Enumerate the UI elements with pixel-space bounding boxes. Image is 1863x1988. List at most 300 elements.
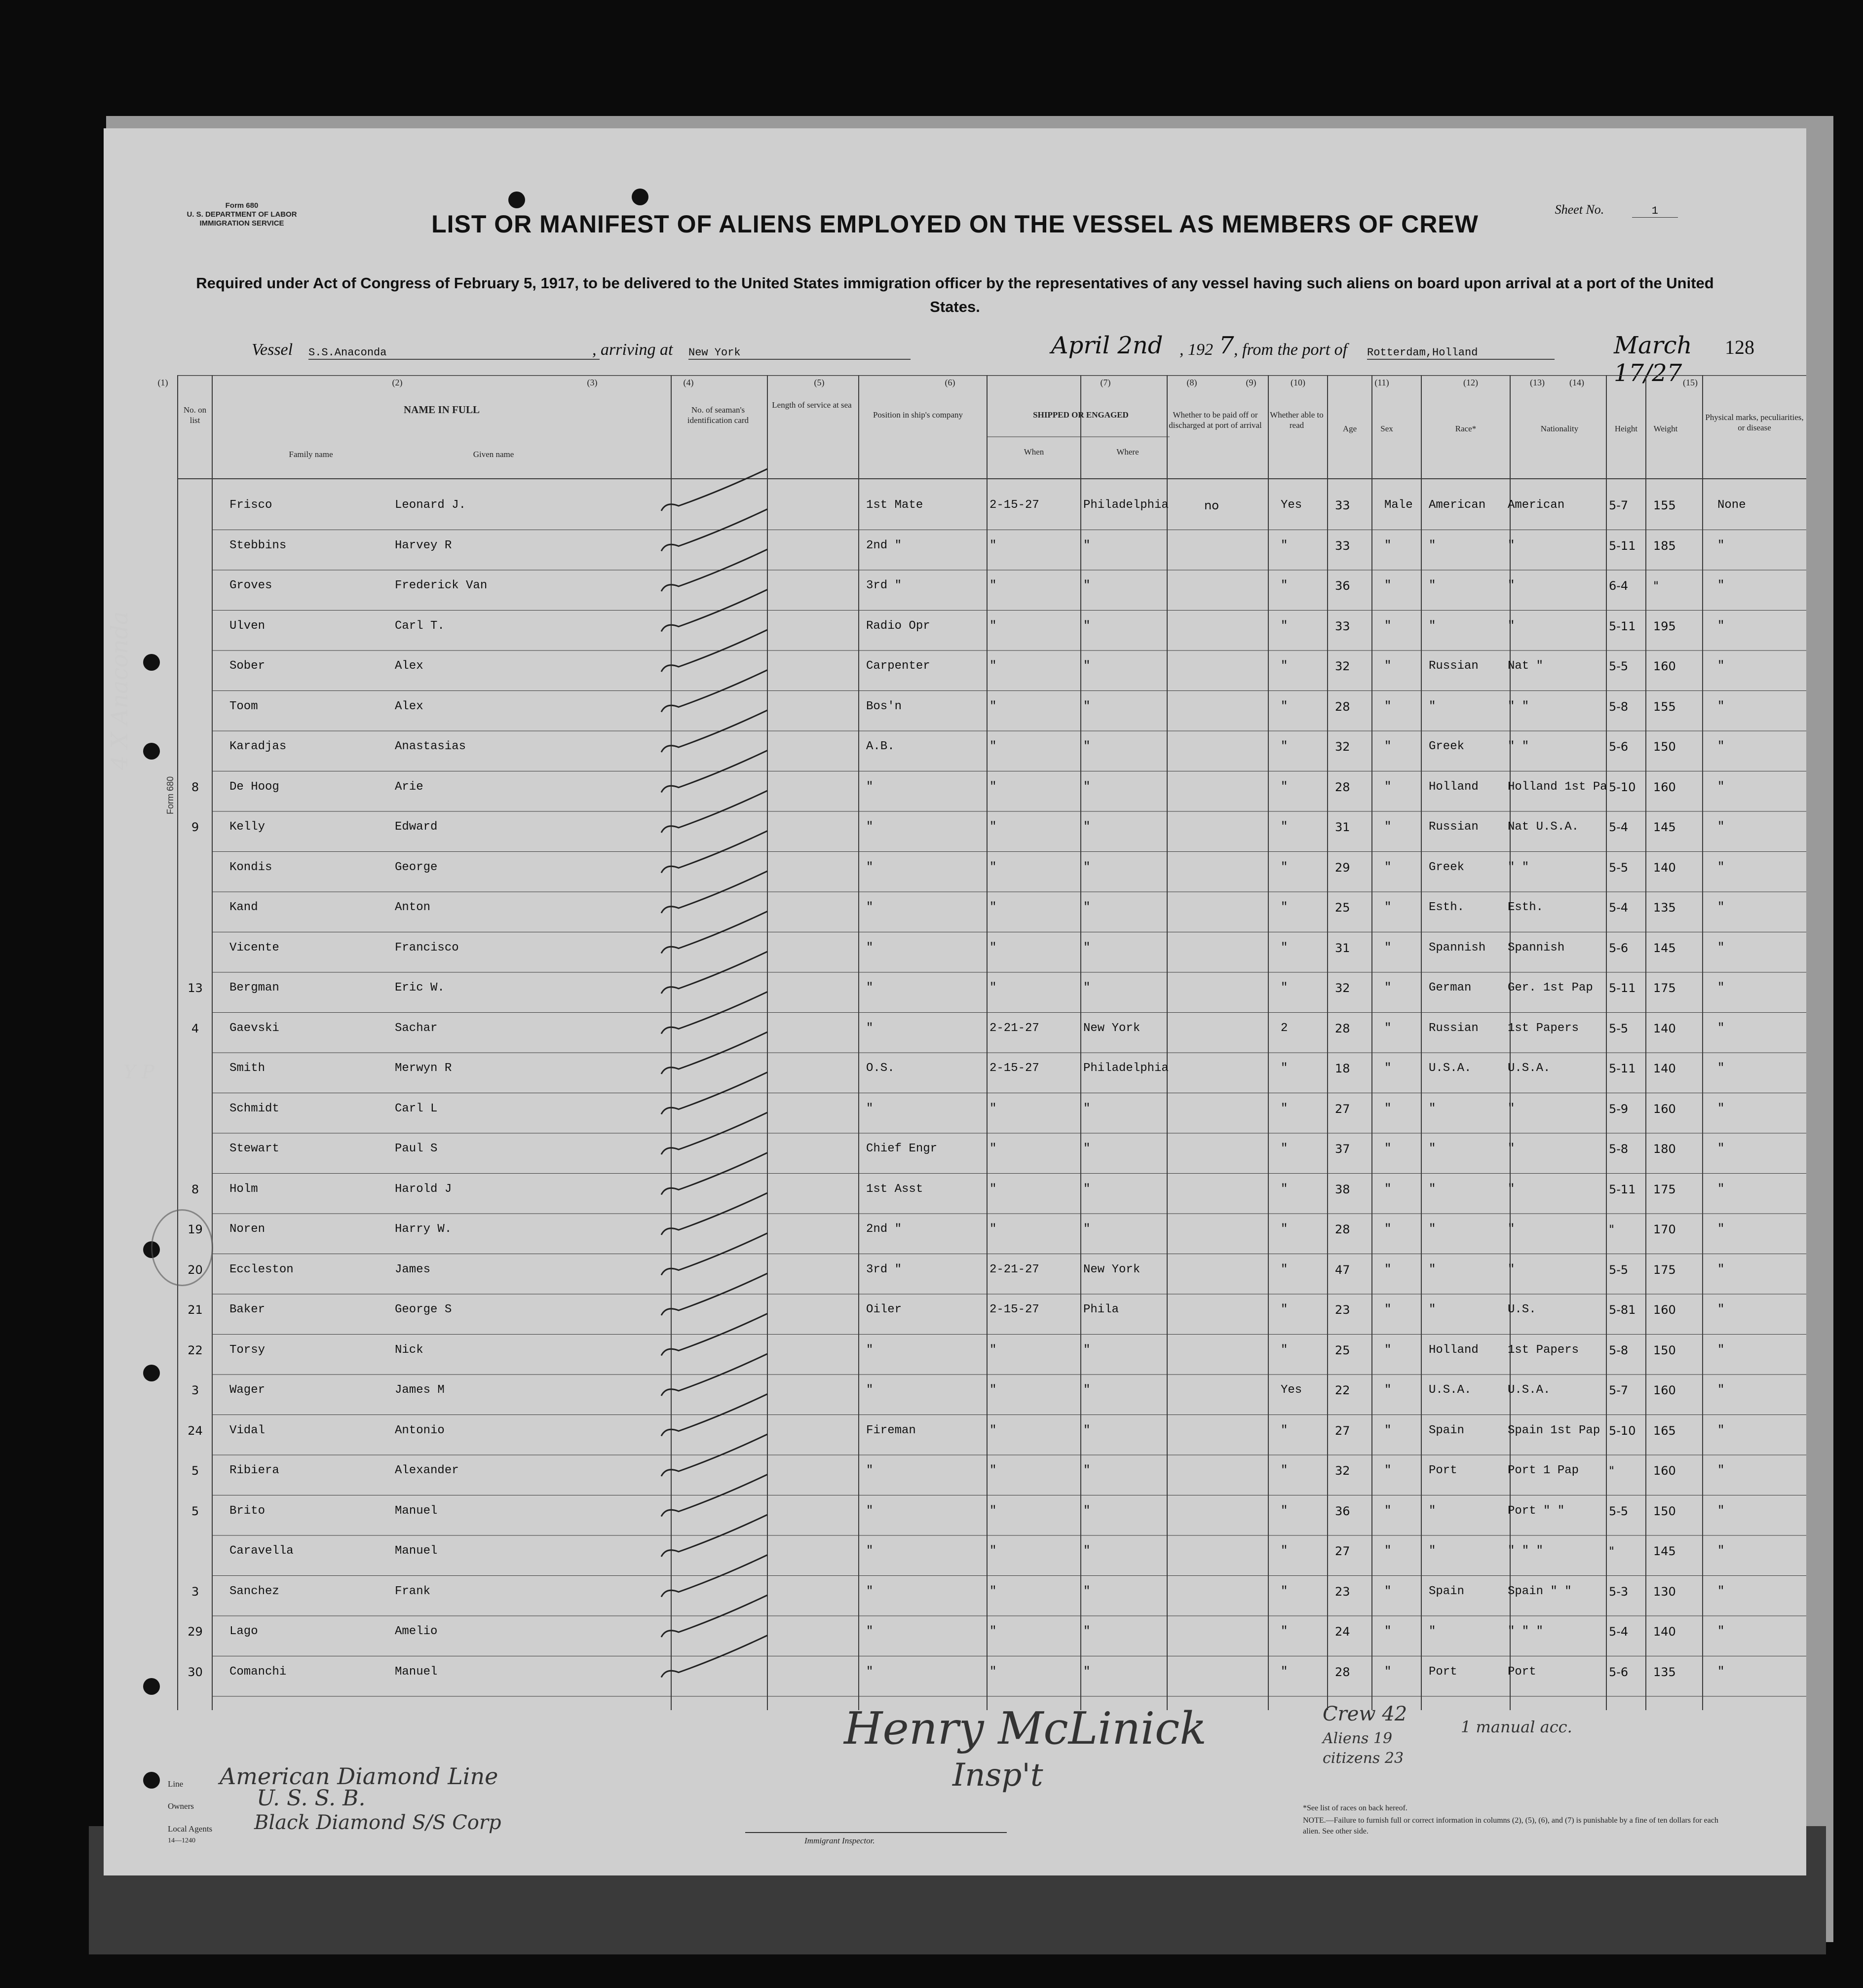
cell-sex: " <box>1384 780 1392 794</box>
cell-nat: " <box>1508 619 1515 633</box>
cell-no: 3 <box>191 1383 199 1397</box>
cell-marks: " <box>1717 579 1725 592</box>
cell-nat: " <box>1508 1102 1515 1115</box>
cell-weight: 150 <box>1653 1343 1676 1357</box>
cell-where: " <box>1083 1665 1091 1679</box>
header-when: When <box>1024 447 1044 457</box>
cell-height: 5-5 <box>1609 1262 1629 1277</box>
cell-given: Alexander <box>395 1464 459 1477</box>
cell-age: 36 <box>1335 579 1350 593</box>
header-sex: Sex <box>1380 424 1393 433</box>
header-position: Position in ship's company <box>873 410 963 420</box>
cell-where: " <box>1083 820 1091 834</box>
cell-where: " <box>1083 1423 1091 1437</box>
cell-race: " <box>1429 579 1436 592</box>
col-num-3: (3) <box>587 378 598 387</box>
header-read: Whether able to read <box>1270 410 1324 430</box>
cell-given: Anton <box>395 901 431 914</box>
header-shipped: SHIPPED OR ENGAGED <box>1033 410 1129 420</box>
col-num-9: (9) <box>1246 378 1256 387</box>
cell-family: Sanchez <box>229 1584 279 1598</box>
cell-family: Kelly <box>229 820 266 834</box>
cell-sex: " <box>1384 1262 1392 1276</box>
cell-height: 5-4 <box>1609 820 1629 834</box>
cell-marks: " <box>1717 1464 1725 1477</box>
cell-where: " <box>1083 1625 1091 1638</box>
cell-marks: " <box>1717 1343 1725 1357</box>
cell-weight: 155 <box>1653 498 1676 512</box>
page-title: LIST OR MANIFEST OF ALIENS EMPLOYED ON THE VESSEL AS MEMBERS OF CREW <box>431 210 1479 238</box>
header-marks: Physical marks, peculiarities, or disease <box>1705 413 1804 432</box>
cell-when: " <box>989 659 997 673</box>
cell-pos: " <box>866 1343 874 1357</box>
cell-pos: " <box>866 820 874 834</box>
aliens-count-note: Aliens 19 <box>1323 1730 1393 1747</box>
cell-sex: " <box>1384 1062 1392 1075</box>
cell-family: Smith <box>229 1062 266 1075</box>
year-prefix: , 192 <box>1179 341 1213 359</box>
cell-weight: 155 <box>1653 699 1676 714</box>
cell-when: " <box>989 1625 997 1638</box>
cell-pos: Carpenter <box>866 659 930 673</box>
cell-nat: American <box>1508 498 1565 512</box>
cell-age: 32 <box>1335 659 1350 673</box>
cell-marks: " <box>1717 981 1725 994</box>
cell-marks: " <box>1717 901 1725 914</box>
cell-given: Carl L <box>395 1102 438 1115</box>
cell-nat: Holland 1st Pa <box>1508 780 1607 794</box>
cell-weight: 160 <box>1653 1383 1676 1397</box>
cell-family: Karadjas <box>229 740 287 753</box>
cell-where: " <box>1083 619 1091 633</box>
cell-age: 33 <box>1335 619 1350 633</box>
cell-weight: 165 <box>1653 1423 1676 1438</box>
cell-nat: Port 1 Pap <box>1508 1464 1579 1477</box>
cell-no: 24 <box>188 1423 203 1438</box>
cell-sex: " <box>1384 1423 1392 1437</box>
cell-pos: " <box>866 1021 874 1035</box>
cell-where: " <box>1083 1383 1091 1397</box>
cell-sex: " <box>1384 1544 1392 1558</box>
cell-given: Alex <box>395 699 423 713</box>
cell-family: Toom <box>229 699 258 713</box>
cell-sex: " <box>1384 1223 1392 1236</box>
form-number: Form 680 <box>225 201 259 210</box>
cell-read: " <box>1281 1142 1288 1155</box>
cell-where: " <box>1083 1504 1091 1518</box>
cell-pos: Bos'n <box>866 699 902 713</box>
cell-pos: 2nd " <box>866 538 902 552</box>
cell-age: 47 <box>1335 1262 1350 1277</box>
cell-where: Phila <box>1083 1303 1119 1316</box>
cell-age: 28 <box>1335 780 1350 794</box>
cell-where: " <box>1083 579 1091 592</box>
cell-sex: " <box>1384 740 1392 753</box>
cell-when: " <box>989 1423 997 1437</box>
cell-when: " <box>989 1142 997 1155</box>
cell-marks: " <box>1717 1665 1725 1679</box>
departure-port: Rotterdam,Holland <box>1367 346 1555 360</box>
cell-where: " <box>1083 740 1091 753</box>
cell-pos: " <box>866 1625 874 1638</box>
circular-stamp <box>151 1209 213 1286</box>
cell-when: " <box>989 1464 997 1477</box>
cell-marks: " <box>1717 619 1725 633</box>
cell-marks: " <box>1717 1504 1725 1518</box>
cell-read: " <box>1281 860 1288 874</box>
cell-sex: " <box>1384 1625 1392 1638</box>
header-paid-off: Whether to be paid off or discharged at port of arrival <box>1169 410 1262 430</box>
cell-nat: " <box>1508 1262 1515 1276</box>
cell-weight: 160 <box>1653 1464 1676 1478</box>
arrival-date: April 2nd <box>1051 332 1163 359</box>
header-nationality: Nationality <box>1540 424 1579 433</box>
cell-nat: Spain " " <box>1508 1584 1572 1598</box>
cell-read: " <box>1281 1665 1288 1679</box>
cell-sex: " <box>1384 1464 1392 1477</box>
cell-pos: Fireman <box>866 1423 916 1437</box>
cell-given: Manuel <box>395 1504 438 1518</box>
cell-when: 2-21-27 <box>989 1262 1039 1276</box>
cell-given: Alex <box>395 659 423 673</box>
cell-weight: 145 <box>1653 941 1676 955</box>
cell-pos: " <box>866 1665 874 1679</box>
cell-where: " <box>1083 1102 1091 1115</box>
cell-nat: Spannish <box>1508 941 1565 955</box>
cell-age: 33 <box>1335 498 1350 512</box>
cell-given: Arie <box>395 780 423 794</box>
cell-where: " <box>1083 1142 1091 1155</box>
cell-read: " <box>1281 981 1288 994</box>
cell-height: 5-6 <box>1609 941 1629 955</box>
cell-read: " <box>1281 538 1288 552</box>
cell-no: 13 <box>188 981 203 995</box>
cell-read: " <box>1281 1062 1288 1075</box>
cell-when: " <box>989 740 997 753</box>
cell-where: " <box>1083 1544 1091 1558</box>
cell-race: " <box>1429 1625 1436 1638</box>
crew-count-note: Crew 42 <box>1323 1703 1407 1725</box>
cell-nat: " <box>1508 1223 1515 1236</box>
cell-pos: Radio Opr <box>866 619 930 633</box>
cell-when: " <box>989 820 997 834</box>
cell-when: " <box>989 1102 997 1115</box>
cell-sex: " <box>1384 901 1392 914</box>
cell-weight: 140 <box>1653 860 1676 875</box>
cell-when: " <box>989 941 997 955</box>
cell-weight: 130 <box>1653 1584 1676 1599</box>
cell-nat: Nat " <box>1508 659 1544 673</box>
cell-sex: " <box>1384 538 1392 552</box>
col-num-4: (4) <box>683 378 694 387</box>
cell-height: " <box>1609 1223 1615 1236</box>
cell-family: Frisco <box>229 498 272 512</box>
cell-read: " <box>1281 1464 1288 1477</box>
cell-sex: " <box>1384 1102 1392 1115</box>
cell-height: 5-4 <box>1609 1625 1629 1639</box>
col-num-7: (7) <box>1100 378 1111 387</box>
cell-race: " <box>1429 699 1436 713</box>
cell-when: " <box>989 1544 997 1558</box>
cell-height: 5-11 <box>1609 619 1636 633</box>
cell-sex: " <box>1384 1021 1392 1035</box>
cell-family: Kondis <box>229 860 272 874</box>
cell-sex: " <box>1384 1303 1392 1316</box>
cell-race: Port <box>1429 1464 1457 1477</box>
inspector-title: Insp't <box>952 1757 1043 1794</box>
cell-height: 5-9 <box>1609 1102 1629 1116</box>
manifest-sheet <box>104 128 1806 1875</box>
cell-marks: " <box>1717 1223 1725 1236</box>
cell-nat: " " <box>1508 860 1529 874</box>
cell-race: " <box>1429 1142 1436 1155</box>
cell-paid: no <box>1204 498 1219 512</box>
cell-age: 28 <box>1335 1665 1350 1679</box>
punch-hole <box>508 191 525 208</box>
cell-sex: " <box>1384 941 1392 955</box>
header-age: Age <box>1342 424 1357 433</box>
cell-given: George S <box>395 1303 452 1316</box>
cell-nat: " <box>1508 1182 1515 1196</box>
cell-age: 31 <box>1335 820 1350 834</box>
manual-note: 1 manual acc. <box>1461 1718 1572 1736</box>
cell-nat: " " " <box>1508 1544 1544 1558</box>
cell-race: Spannish <box>1429 941 1486 955</box>
cell-pos: Chief Engr <box>866 1142 938 1155</box>
cell-marks: " <box>1717 699 1725 713</box>
cell-read: Yes <box>1281 1383 1302 1397</box>
cell-marks: " <box>1717 538 1725 552</box>
cell-given: Francisco <box>395 941 459 955</box>
cell-race: U.S.A. <box>1429 1062 1472 1075</box>
cell-when: 2-15-27 <box>989 498 1039 512</box>
cell-when: 2-15-27 <box>989 1303 1039 1316</box>
cell-family: Stebbins <box>229 538 287 552</box>
department: U. S. DEPARTMENT OF LABOR <box>187 210 297 219</box>
cell-given: Frederick Van <box>395 579 488 592</box>
cell-nat: U.S. <box>1508 1303 1536 1316</box>
line-value: American Diamond Line <box>220 1763 498 1790</box>
cell-height: 5-3 <box>1609 1584 1629 1599</box>
inspector-signature-line <box>745 1832 1007 1833</box>
owners-value: U. S. S. B. <box>257 1786 366 1811</box>
cell-age: 37 <box>1335 1142 1350 1156</box>
cell-height: 5-5 <box>1609 860 1629 875</box>
cell-pos: " <box>866 1544 874 1558</box>
cell-weight: 175 <box>1653 1182 1676 1196</box>
col-num-15: (15) <box>1683 378 1698 387</box>
cell-pos: " <box>866 1102 874 1115</box>
cell-sex: " <box>1384 1665 1392 1679</box>
cell-height: 5-4 <box>1609 901 1629 915</box>
cell-read: " <box>1281 659 1288 673</box>
cell-family: Groves <box>229 579 272 592</box>
cell-race: Russian <box>1429 820 1479 834</box>
col-num-12: (12) <box>1463 378 1478 387</box>
cell-family: Comanchi <box>229 1665 287 1679</box>
col-num-14: (14) <box>1569 378 1584 387</box>
cell-marks: " <box>1717 1062 1725 1075</box>
cell-when: " <box>989 1665 997 1679</box>
margin-form-label: Form 680 <box>165 776 175 814</box>
cell-marks: " <box>1717 740 1725 753</box>
cell-age: 18 <box>1335 1062 1350 1075</box>
cell-family: Holm <box>229 1182 258 1196</box>
cell-height: 5-8 <box>1609 1343 1629 1357</box>
col-num-13: (13) <box>1530 378 1545 387</box>
cell-given: Amelio <box>395 1625 438 1638</box>
cell-race: " <box>1429 1504 1436 1518</box>
cell-height: 5-11 <box>1609 1062 1636 1075</box>
header-race: Race* <box>1455 424 1477 433</box>
cell-nat: Esth. <box>1508 901 1544 914</box>
cell-sex: " <box>1384 1383 1392 1397</box>
cell-weight: 175 <box>1653 981 1676 995</box>
punch-hole <box>632 189 648 205</box>
cell-family: Ulven <box>229 619 266 633</box>
col-num-8: (8) <box>1186 378 1197 387</box>
cell-read: " <box>1281 1223 1288 1236</box>
cell-family: Kand <box>229 901 258 914</box>
cell-when: " <box>989 981 997 994</box>
header-service: Length of service at sea <box>772 400 852 410</box>
cell-weight: 180 <box>1653 1142 1676 1156</box>
cell-height: 5-81 <box>1609 1303 1636 1317</box>
cell-when: 2-21-27 <box>989 1021 1039 1035</box>
cell-pos: 1st Mate <box>866 498 923 512</box>
cell-read: Yes <box>1281 498 1302 512</box>
owners-label: Owners <box>168 1801 194 1811</box>
cell-weight: 145 <box>1653 820 1676 834</box>
margin-note: 4 X Anaconda <box>106 611 133 770</box>
cell-pos: " <box>866 1464 874 1477</box>
cell-marks: " <box>1717 1262 1725 1276</box>
cell-marks: " <box>1717 860 1725 874</box>
cell-pos: A.B. <box>866 740 895 753</box>
cell-weight: 160 <box>1653 1303 1676 1317</box>
cell-family: De Hoog <box>229 780 279 794</box>
cell-family: Eccleston <box>229 1262 294 1276</box>
cell-given: James <box>395 1262 431 1276</box>
cell-when: " <box>989 1383 997 1397</box>
cell-where: " <box>1083 780 1091 794</box>
cell-given: Manuel <box>395 1665 438 1679</box>
cell-family: Sober <box>229 659 266 673</box>
cell-race: Spain <box>1429 1423 1465 1437</box>
header-id-card: No. of seaman's identification card <box>687 405 749 425</box>
cell-marks: " <box>1717 1383 1725 1397</box>
cell-race: Greek <box>1429 860 1465 874</box>
cell-read: " <box>1281 1504 1288 1518</box>
col-num-2: (2) <box>392 378 403 387</box>
cell-weight: 145 <box>1653 1544 1676 1558</box>
cell-marks: " <box>1717 780 1725 794</box>
cell-marks: " <box>1717 1625 1725 1638</box>
cell-read: " <box>1281 1544 1288 1558</box>
cell-sex: " <box>1384 579 1392 592</box>
cell-pos: Oiler <box>866 1303 902 1316</box>
cell-age: 36 <box>1335 1504 1350 1518</box>
vessel-name: S.S.Anaconda <box>308 346 600 360</box>
cell-height: 5-7 <box>1609 498 1629 512</box>
service: IMMIGRATION SERVICE <box>199 219 284 228</box>
cell-height: " <box>1609 1464 1615 1478</box>
cell-pos: " <box>866 941 874 955</box>
cell-family: Gaevski <box>229 1021 279 1035</box>
cell-read: 2 <box>1281 1021 1288 1035</box>
cell-marks: " <box>1717 1303 1725 1316</box>
id-card-checkmarks <box>661 469 767 1678</box>
cell-sex: " <box>1384 860 1392 874</box>
cell-where: Philadelphia <box>1083 1062 1169 1075</box>
cell-where: " <box>1083 659 1091 673</box>
cell-where: New York <box>1083 1262 1141 1276</box>
cell-weight: 195 <box>1653 619 1676 633</box>
header-no: No. on list <box>183 405 207 425</box>
cell-family: Noren <box>229 1223 266 1236</box>
cell-read: " <box>1281 901 1288 914</box>
cell-read: " <box>1281 579 1288 592</box>
cell-given: Sachar <box>395 1021 438 1035</box>
header-family: Family name <box>289 450 333 459</box>
col-num-6: (6) <box>945 378 955 387</box>
reference-number: 128 <box>1725 336 1754 358</box>
cell-height: 5-10 <box>1609 1423 1636 1438</box>
margin-yp-note: Y P <box>123 1061 154 1083</box>
cell-no: 21 <box>188 1303 203 1317</box>
cell-when: " <box>989 1223 997 1236</box>
page-subtitle: Required under Act of Congress of February 5, 1917, to be delivered to the United States immigration officer by the representatives of any vessel having such aliens on board upon arrival at a port of the United States. <box>196 274 1714 315</box>
cell-given: Harold J <box>395 1182 452 1196</box>
cell-no: 20 <box>188 1262 203 1277</box>
cell-race: " <box>1429 1303 1436 1316</box>
cell-given: Anastasias <box>395 740 466 753</box>
cell-pos: 3rd " <box>866 579 902 592</box>
cell-weight: 185 <box>1653 538 1676 553</box>
cell-race: " <box>1429 1223 1436 1236</box>
cell-weight: 150 <box>1653 740 1676 754</box>
cell-where: " <box>1083 981 1091 994</box>
cell-sex: " <box>1384 619 1392 633</box>
cell-age: 32 <box>1335 740 1350 754</box>
cell-race: German <box>1429 981 1472 994</box>
citizens-count-note: citizens 23 <box>1323 1750 1404 1767</box>
cell-pos: " <box>866 981 874 994</box>
cell-height: 5-5 <box>1609 659 1629 673</box>
cell-read: " <box>1281 780 1288 794</box>
cell-sex: " <box>1384 820 1392 834</box>
cell-pos: " <box>866 1584 874 1598</box>
cell-read: " <box>1281 619 1288 633</box>
header-weight: Weight <box>1653 424 1678 433</box>
cell-race: Greek <box>1429 740 1465 753</box>
cell-age: 22 <box>1335 1383 1350 1397</box>
cell-age: 23 <box>1335 1584 1350 1599</box>
cell-sex: " <box>1384 699 1392 713</box>
cell-given: James M <box>395 1383 445 1397</box>
cell-read: " <box>1281 1182 1288 1196</box>
cell-weight: 140 <box>1653 1625 1676 1639</box>
cell-weight: 170 <box>1653 1223 1676 1236</box>
cell-given: Merwyn R <box>395 1062 452 1075</box>
cell-where: " <box>1083 1464 1091 1477</box>
cell-given: Nick <box>395 1343 423 1357</box>
year-digit: 7 <box>1219 332 1234 359</box>
cell-family: Vicente <box>229 941 279 955</box>
cell-no: 19 <box>188 1223 203 1236</box>
cell-marks: " <box>1717 1102 1725 1115</box>
header-given: Given name <box>473 450 514 459</box>
